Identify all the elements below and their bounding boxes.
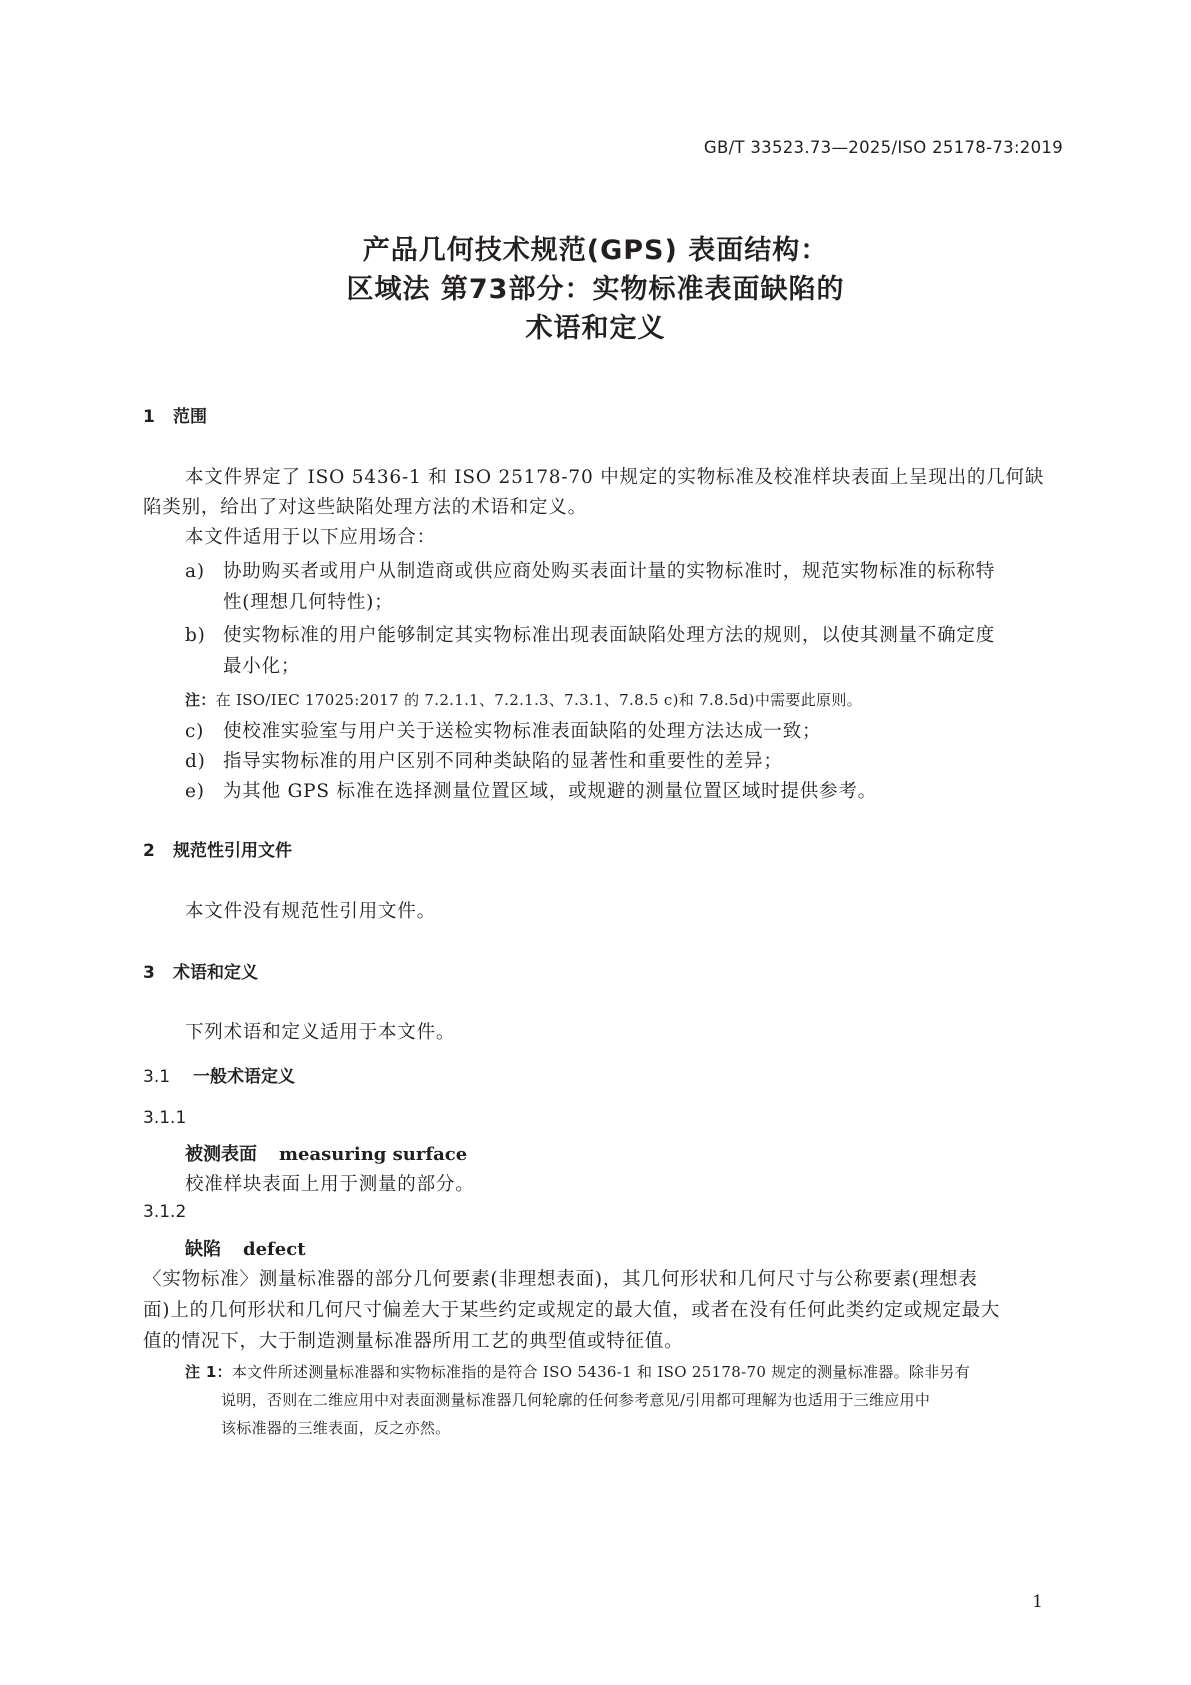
list-item-b-continuation: 最小化； — [223, 656, 301, 677]
subsection-3-1-heading — [143, 1062, 295, 1087]
note-text: 在 ISO/IEC 17025:2017 的 7.2.1.1、7.2.1.3、7.3.1、7.8.5 c)和 7.8.5d)中需要此原则。 — [215, 691, 862, 709]
list-item-text: 使实物标准的用户能够制定其实物标准出现表面缺陷处理方法的规则，以使其测量不确定度 — [223, 625, 996, 646]
term-3-1-1-english: measuring surface — [279, 1144, 468, 1165]
section-2-heading — [143, 836, 292, 861]
section-3-title: 术语和定义 — [173, 963, 258, 983]
term-3-1-2-definition-line-2: 面)上的几何形状和几何尺寸偏差大于某些约定或规定的最大值，或者在没有任何此类约定或规定最大 — [143, 1300, 1001, 1321]
term-3-1-2 — [185, 1235, 306, 1261]
note-label: 注： — [185, 691, 216, 709]
term-3-1-2-note-line-1 — [185, 1361, 970, 1382]
term-3-1-2-note-line-3: 该标准器的三维表面，反之亦然。 — [221, 1419, 451, 1437]
list-marker: d) — [185, 751, 206, 772]
list-item-text: 指导实物标准的用户区别不同种类缺陷的显著性和重要性的差异； — [223, 751, 783, 772]
term-3-1-1 — [185, 1140, 467, 1166]
subsection-3-1-number: 3.1 — [143, 1067, 171, 1087]
term-3-1-2-number: 3.1.2 — [143, 1202, 187, 1222]
section-1-heading — [143, 402, 207, 427]
list-item-c — [185, 717, 821, 743]
term-3-1-1-chinese: 被测表面 — [185, 1144, 257, 1165]
list-item-text: 使校准实验室与用户关于送检实物标准表面缺陷的处理方法达成一致； — [223, 721, 822, 742]
section-2-number: 2 — [143, 841, 155, 861]
scope-note — [185, 689, 862, 710]
section-3-number: 3 — [143, 963, 155, 983]
term-3-1-1-number: 3.1.1 — [143, 1108, 187, 1128]
section-1-number: 1 — [143, 407, 155, 427]
section-1-title: 范围 — [173, 407, 207, 427]
term-3-1-2-note-line-2: 说明，否则在二维应用中对表面测量标准器几何轮廓的任何参考意见/引用都可理解为也适用于三维应用中 — [221, 1391, 931, 1409]
list-item-e — [185, 777, 877, 803]
list-marker: e) — [185, 781, 205, 802]
subsection-3-1-title: 一般术语定义 — [193, 1067, 295, 1087]
list-item-text: 为其他 GPS 标准在选择测量位置区域，或规避的测量位置区域时提供参考。 — [223, 781, 877, 802]
terms-intro-paragraph: 下列术语和定义适用于本文件。 — [185, 1022, 456, 1043]
list-item-text: 协助购买者或用户从制造商或供应商处购买表面计量的实物标准时，规范实物标准的标称特 — [223, 561, 996, 582]
list-item-b — [185, 621, 995, 647]
scope-applicability: 本文件适用于以下应用场合： — [185, 527, 436, 548]
list-marker: c) — [185, 721, 205, 742]
list-item-d — [185, 747, 783, 773]
section-3-heading — [143, 958, 258, 983]
term-3-1-2-definition-line-1: 〈实物标准〉测量标准器的部分几何要素(非理想表面)，其几何形状和几何尺寸与公称要素(理想表 — [143, 1269, 978, 1290]
document-title-line-2: 区域法 第73部分：实物标准表面缺陷的 — [346, 274, 845, 305]
list-marker: a) — [185, 561, 205, 582]
scope-paragraph-line-2: 陷类别，给出了对这些缺陷处理方法的术语和定义。 — [143, 497, 587, 518]
document-title-line-1: 产品几何技术规范(GPS) 表面结构： — [362, 235, 829, 266]
term-3-1-2-chinese: 缺陷 — [185, 1239, 221, 1260]
scope-paragraph-line-1: 本文件界定了 ISO 5436-1 和 ISO 25178-70 中规定的实物标准及校准样块表面上呈现出的几何缺 — [185, 467, 1045, 488]
page-number: 1 — [1032, 1592, 1043, 1612]
note-text: 本文件所述测量标准器和实物标准指的是符合 ISO 5436-1 和 ISO 25178-70 规定的测量标准器。除非另有 — [231, 1363, 971, 1381]
term-3-1-2-definition-line-3: 值的情况下，大于制造测量标准器所用工艺的典型值或特征值。 — [143, 1331, 684, 1352]
list-marker: b) — [185, 625, 206, 646]
list-item-a-continuation: 性(理想几何特性)； — [223, 592, 394, 613]
standard-number: GB/T 33523.73—2025/ISO 25178-73:2019 — [703, 138, 1063, 157]
term-3-1-2-english: defect — [243, 1239, 306, 1260]
list-item-a — [185, 557, 995, 583]
term-3-1-1-definition: 校准样块表面上用于测量的部分。 — [185, 1174, 475, 1195]
section-2-title: 规范性引用文件 — [173, 841, 292, 861]
note-label: 注 1： — [185, 1363, 232, 1381]
document-title-line-3: 术语和定义 — [525, 313, 666, 344]
normative-references-paragraph: 本文件没有规范性引用文件。 — [185, 901, 436, 922]
